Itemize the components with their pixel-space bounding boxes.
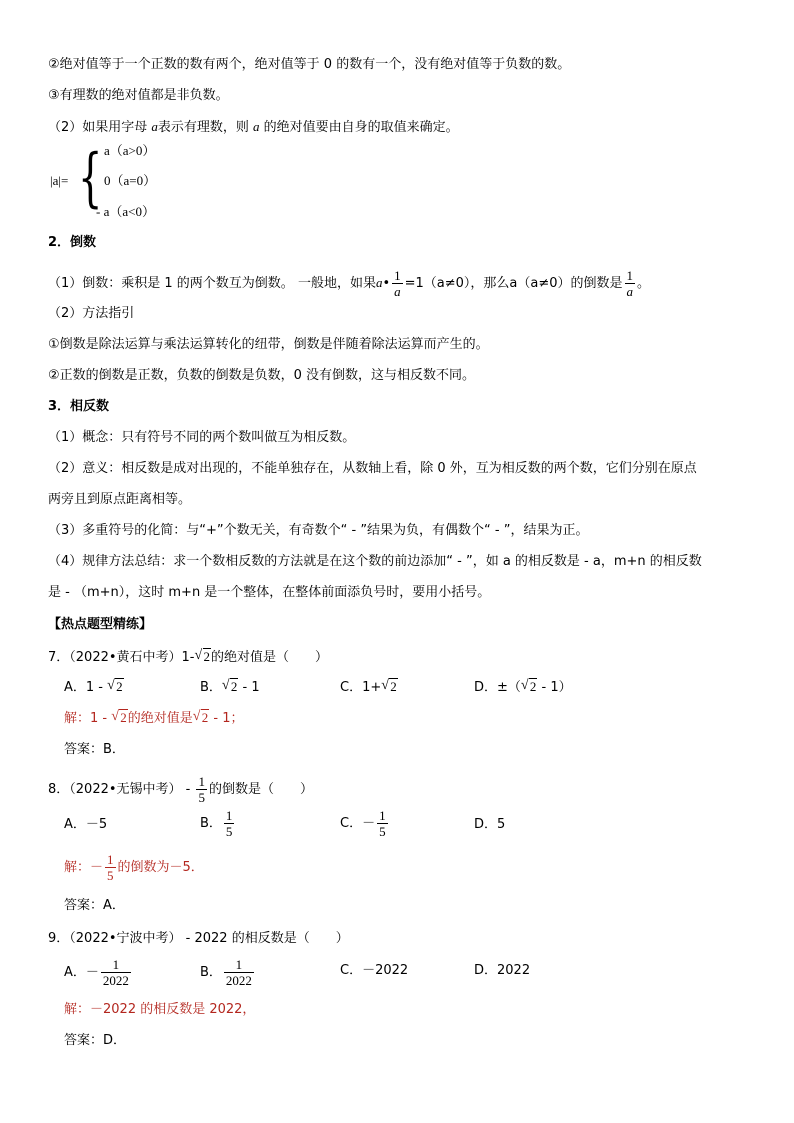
q8-option-b: B． $\frac{1}{5}$ [200,808,233,839]
q8-option-a: A．－5 [64,817,108,832]
opposite-concept: （1）概念：只有符号不同的两个数叫做互为相反数。 [48,430,356,445]
fraction-1-over-a: $\frac{1}{a}$ [394,268,401,299]
q7-option-a: A．1 - √ 2 [64,678,124,697]
reciprocal-definition: （1）倒数：乘积是 1 的两个数互为倒数。 一般地，如果a• $\frac{1}{a}$ =1（a≠0），那么a（a≠0）的倒数是 $\frac{1}{a}$ 。 [48,268,651,299]
q8-option-d: D．5 [474,817,506,832]
q9-stem: 9．（2022•宁波中考） - 2022 的相反数是（ ） [48,931,349,946]
q7-option-c: C．1+√ 2 [340,678,398,697]
q8-option-c: C．－ $\frac{1}{5}$ [340,808,386,839]
sqrt-symbol: √ 2 [195,648,212,666]
q7-option-d: D．±（√ 2 - 1） [474,678,572,697]
abs-case-negative: - a（a<0） [96,204,155,219]
fraction-1-over-a-result: $\frac{1}{a}$ [626,268,634,299]
reciprocal-guide-1: ①倒数是除法运算与乘法运算转化的纽带，倒数是伴随着除法运算而产生的。 [48,337,489,352]
q8-answer: 答案：A． [64,898,125,913]
practice-title: 【热点题型精练】 [48,617,153,632]
q9-solution: 解：－2022 的相反数是 2022， [64,1002,256,1017]
q7-solution: 解：1 - √ 2的绝对值是√ 2 - 1； [64,709,243,728]
q9-option-c: C．－2022 [340,963,409,978]
brace-symbol: { [78,141,103,215]
section-heading-reciprocal: 2．倒数 [48,235,97,250]
opposite-sign-simplify: （3）多重符号的化简：与“+”个数无关，有奇数个“ - ”结果为负，有偶数个“ - ”，结果为正。 [48,523,589,538]
q8-solution: 解：－ $\frac{1}{5}$ 的倒数为－5． [64,852,204,883]
q9-option-d: D．2022 [474,963,531,978]
q7-stem: 7．（2022•黄石中考）1-√ 2的绝对值是（ ） [48,648,328,667]
q9-option-a: A．－ $\frac{1}{2022}$ [64,957,129,988]
q7-answer: 答案：B． [64,742,125,757]
reciprocal-guide-title: （2）方法指引 [48,306,135,321]
abs-case-positive: a（a>0） [104,143,156,158]
opposite-meaning: （2）意义：相反数是成对出现的，不能单独存在，从数轴上看，除 0 外，互为相反数的两个数，它们分别在原点 [48,461,697,476]
opposite-method-cont: 是 - （m+n），这时 m+n 是一个整体，在整体前面添负号时，要用小括号。 [48,585,491,600]
abs-case-zero: 0（a=0） [104,173,157,188]
reciprocal-guide-2: ②正数的倒数是正数，负数的倒数是负数，0 没有倒数，这与相反数不同。 [48,368,476,383]
opposite-meaning-cont: 两旁且到原点距离相等。 [48,492,192,507]
q7-option-b: B．√ 2 - 1 [200,678,260,697]
abs-point-3: ③有理数的绝对值都是非负数。 [48,88,229,103]
q9-answer: 答案：D． [64,1033,127,1048]
abs-point-2: ②绝对值等于一个正数的数有两个，绝对值等于 0 的数有一个，没有绝对值等于负数的数。 [48,57,571,72]
q9-option-b: B． $\frac{1}{2022}$ [200,957,252,988]
abs-lhs: |a|= [50,173,69,188]
abs-point-def: （2）如果用字母 a表示有理数，则 a 的绝对值要由自身的取值来确定。 [48,119,459,135]
opposite-method: （4）规律方法总结：求一个数相反数的方法就是在这个数的前边添加“ - ”，如 a 的相反数是 - a，m+n 的相反数 [48,554,702,569]
q8-stem: 8．（2022•无锡中考） - $\frac{1}{5}$ 的倒数是（ ） [48,774,313,805]
section-heading-opposite: 3．相反数 [48,399,110,414]
